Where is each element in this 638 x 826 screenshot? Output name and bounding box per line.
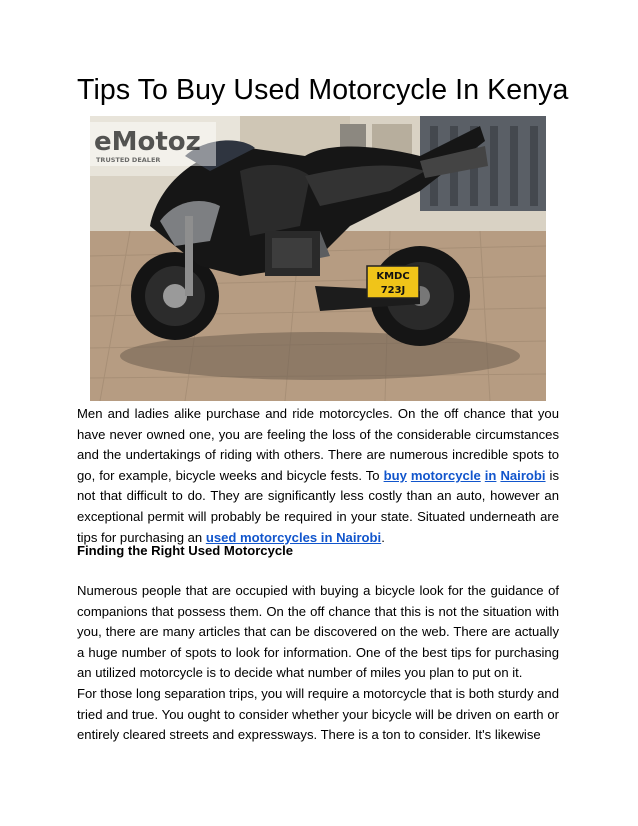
paragraph-finding: Numerous people that are occupied with buying a bicycle look for the guidance of companions that possess them. On the off chance that this is not the situation with you, there are many articles that can be discovered on the web. There are actually a huge number of spots to look for information. One of the best tips for purchasing an utilized motorcycle is to decide what number of miles you plan to put on it. xyxy=(77,583,559,681)
section-heading: Finding the Right Used Motorcycle xyxy=(77,543,294,558)
link-motorcycle[interactable]: motorcycle xyxy=(410,467,481,483)
article-title: Tips To Buy Used Motorcycle In Kenya xyxy=(77,74,569,106)
motorcycle-photo xyxy=(90,116,546,401)
paragraph-long-trips: For those long separation trips, you will require a motorcycle that is both sturdy and tried and true. You ought to consider whether your bicycle will be driven on earth or entirely cleared streets and expressways. There is a ton to consider. It's likewise xyxy=(77,686,559,743)
svg-text:TRUSTED DEALER: TRUSTED DEALER xyxy=(96,156,161,164)
plate-bottom-text: 723J xyxy=(380,285,406,296)
link-used-motorcycles-nairobi[interactable]: used motorcycles in Nairobi xyxy=(205,529,382,545)
link-in[interactable]: in xyxy=(484,467,497,483)
link-buy[interactable]: buy xyxy=(383,467,407,483)
intro-text-3: . xyxy=(381,529,385,545)
link-nairobi[interactable]: Nairobi xyxy=(500,467,546,483)
plate-top-text: KMDC xyxy=(376,271,410,282)
emotoz-logo xyxy=(90,122,216,166)
svg-text:eMotoz: eMotoz xyxy=(94,127,201,157)
intro-paragraph xyxy=(77,404,559,548)
intro-text-1: Men and ladies alike purchase and ride motorcycles. On the off chance that you have never owned one, you are feeling the loss of the considerable circumstances and the undertakings of riding with others. There are numerous incredible spots to go, for example, bicycle weeks and bicycle fests. To xyxy=(77,406,559,483)
intro-text-2: is not that difficult to do. They are significantly less costly than an auto, however an exceptional permit will probably be required in your state. Situated underneath are tips for purchasing an xyxy=(77,467,560,545)
